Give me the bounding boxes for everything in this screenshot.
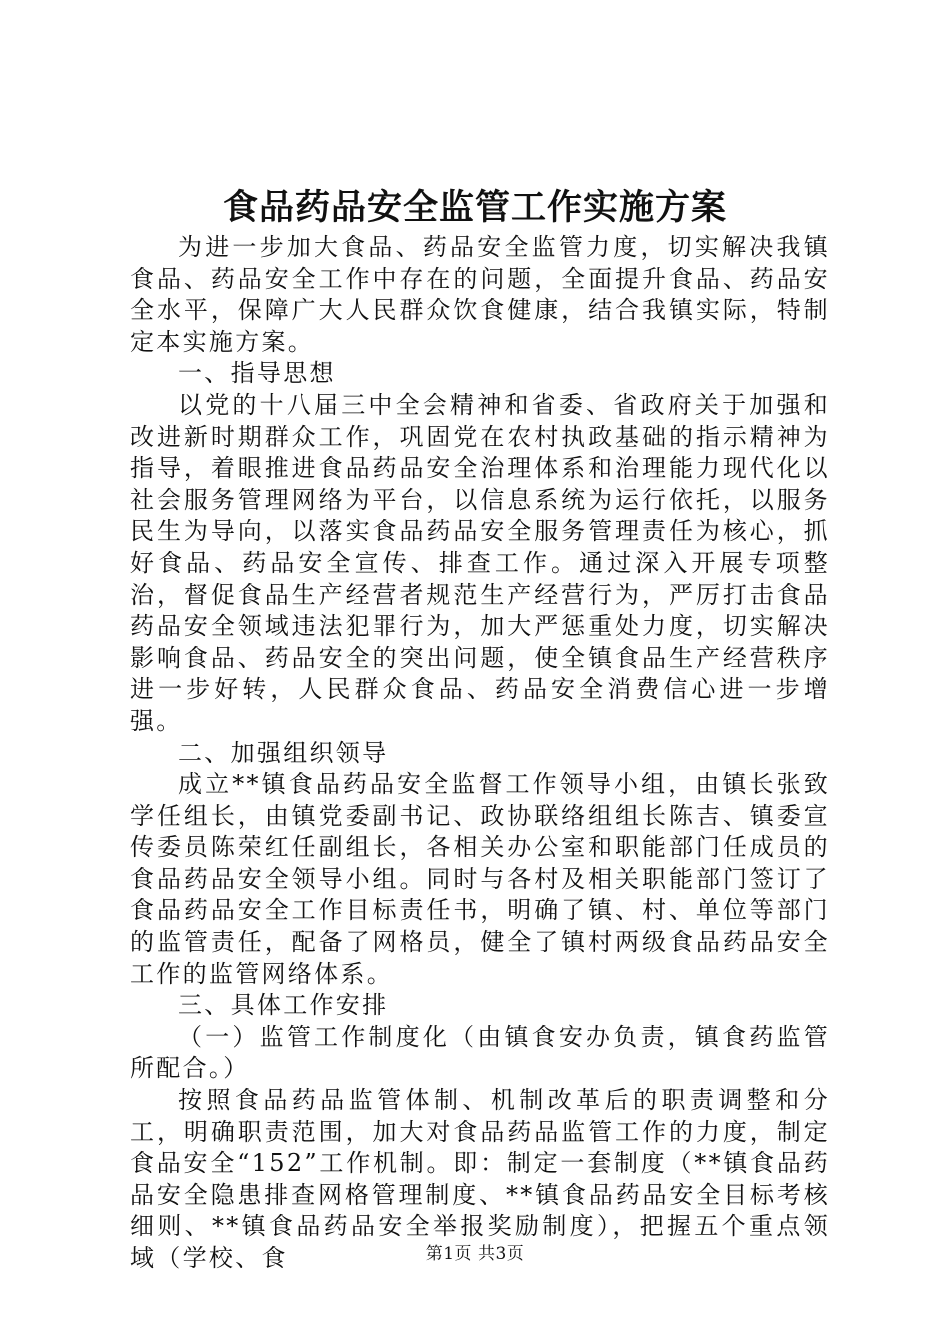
paragraph-guiding-ideology: 以党的十八届三中全会精神和省委、省政府关于加强和改进新时期群众工作，巩固党在农村执政基础的指示精神为指导，着眼推进食品药品安全治理体系和治理能力现代化以社会服务管理网络为平台，以信息系统为运行依托，以服务民生为导向，以落实食品药品安全服务管理责任为核心，抓好食品、药品安全宣传、排查工作。通过深入开展专项整治，督促食品生产经营者规范生产经营行为，严厉打击食品药品安全领域违法犯罪行为，加大严惩重处力度，切实解决影响食品、药品安全的突出问题，使全镇食品生产经营秩序进一步好转，人民群众食品、药品安全消费信心进一步增强。 <box>130 390 830 735</box>
document-body <box>130 232 830 1275</box>
subsection-heading-institutionalization: （一）监管工作制度化（由镇食安办负责，镇食药监管所配合。） <box>130 1022 830 1083</box>
paragraph-work-mechanism: 按照食品药品监管体制、机制改革后的职责调整和分工，明确职责范围，加大对食品药品监管工作的力度，制定食品安全“152”工作机制。即：制定一套制度（**镇食品药品安全隐患排查网格管理制度、**镇食品药品安全目标考核细则、**镇食品药品安全举报奖励制度），把握五个重点领域（学校、食 <box>130 1086 830 1272</box>
document-title: 食品药品安全监管工作实施方案 <box>222 187 727 228</box>
paragraph-intro: 为进一步加大食品、药品安全监管力度，切实解决我镇食品、药品安全工作中存在的问题，全面提升食品、药品安全水平，保障广大人民群众饮食健康，结合我镇实际，特制定本实施方案。 <box>130 233 830 356</box>
section-heading-work-arrangement: 三、具体工作安排 <box>178 991 389 1020</box>
paragraph-organization: 成立**镇食品药品安全监督工作领导小组，由镇长张致学任组长，由镇党委副书记、政协联络组组长陈吉、镇委宣传委员陈荣红任副组长，各相关办公室和职能部门任成员的食品药品安全领导小组。同时与各村及相关职能部门签订了食品药品安全工作目标责任书，明确了镇、村、单位等部门的监管责任，配备了网格员，健全了镇村两级食品药品安全工作的监管网络体系。 <box>130 770 830 988</box>
section-heading-organization: 二、加强组织领导 <box>178 738 389 767</box>
section-heading-guiding-ideology: 一、指导思想 <box>178 359 336 388</box>
page-footer: 第1页 共3页 <box>425 1244 525 1264</box>
